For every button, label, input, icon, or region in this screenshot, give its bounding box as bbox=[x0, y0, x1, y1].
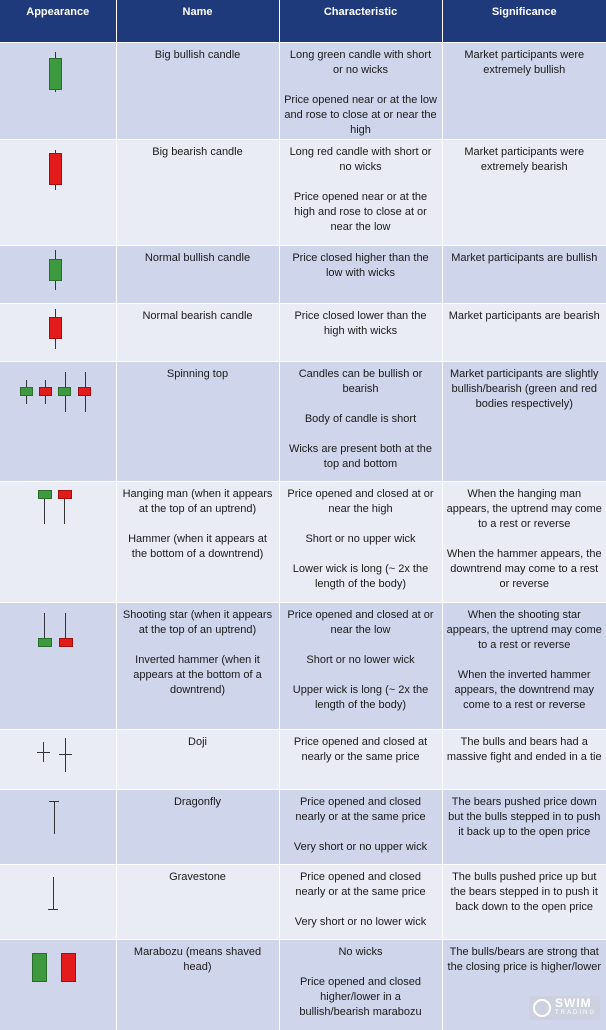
characteristic-cell bbox=[279, 940, 442, 1030]
normal-bullish-candle bbox=[49, 259, 62, 281]
table-row bbox=[0, 730, 606, 790]
header-row bbox=[0, 0, 606, 43]
header-significance: Significance bbox=[442, 0, 606, 43]
characteristic-cell bbox=[279, 790, 442, 865]
characteristic-text: Short or no upper wick bbox=[305, 533, 416, 545]
significance-text: The bulls/bears are strong that the closing price is higher/lower bbox=[447, 946, 601, 973]
name-text: Marabozu (means shaved head) bbox=[133, 946, 262, 973]
name-cell bbox=[116, 730, 279, 790]
big-bearish-candle bbox=[49, 153, 62, 185]
significance-cell bbox=[442, 730, 606, 790]
table-row bbox=[0, 940, 606, 1030]
name-text: Hammer (when it appears at the bottom of a downtrend) bbox=[128, 533, 267, 560]
normal-bearish-candle bbox=[49, 317, 62, 339]
inverted-hammer-candle bbox=[59, 638, 73, 647]
significance-text: Market participants are slightly bullish/bearish (green and red bodies respectively) bbox=[449, 368, 599, 410]
characteristic-text: Price closed lower than the high with wicks bbox=[294, 310, 427, 337]
characteristic-text: Price opened near or at the low and rose to close at or near the high bbox=[284, 94, 437, 136]
appearance-cell bbox=[0, 603, 116, 730]
appearance-cell bbox=[0, 940, 116, 1030]
hammer-candle bbox=[58, 490, 72, 499]
significance-cell bbox=[442, 362, 606, 482]
candle-wick bbox=[54, 801, 55, 834]
significance-cell bbox=[442, 43, 606, 140]
name-text: Big bullish candle bbox=[154, 49, 241, 61]
appearance-cell bbox=[0, 865, 116, 940]
name-cell bbox=[116, 865, 279, 940]
characteristic-cell bbox=[279, 362, 442, 482]
spinning-top-candle bbox=[78, 387, 91, 396]
spinning-top-candle bbox=[39, 387, 52, 396]
candle-wick bbox=[53, 877, 54, 909]
name-cell bbox=[116, 940, 279, 1030]
characteristic-text: Price opened and closed nearly or at the same price bbox=[295, 871, 426, 898]
doji-candle bbox=[59, 754, 72, 755]
name-cell bbox=[116, 43, 279, 140]
characteristic-text: Lower wick is long (~ 2x the length of the body) bbox=[292, 563, 429, 590]
characteristic-text: Price closed higher than the low with wicks bbox=[292, 252, 429, 279]
characteristic-text: Long green candle with short or no wicks bbox=[289, 49, 432, 76]
significance-cell bbox=[442, 482, 606, 603]
name-cell bbox=[116, 362, 279, 482]
significance-cell bbox=[442, 304, 606, 362]
significance-text: The bulls pushed price up but the bears stepped in to push it back down to the open price bbox=[450, 871, 598, 913]
significance-text: When the shooting star appears, the uptrend may come to a rest or reverse bbox=[446, 609, 602, 651]
appearance-cell bbox=[0, 140, 116, 246]
characteristic-cell bbox=[279, 140, 442, 246]
name-cell bbox=[116, 790, 279, 865]
table-row bbox=[0, 43, 606, 140]
characteristic-text: Wicks are present both at the top and bottom bbox=[288, 443, 433, 470]
appearance-cell bbox=[0, 482, 116, 603]
doji-candle bbox=[37, 752, 50, 753]
significance-cell bbox=[442, 790, 606, 865]
name-text: Doji bbox=[188, 736, 207, 748]
candle-wick bbox=[65, 738, 66, 772]
characteristic-text: Price opened and closed at or near the low bbox=[287, 609, 434, 636]
name-cell bbox=[116, 246, 279, 304]
characteristic-text: Price opened near or at the high and rose to close at or near the low bbox=[293, 191, 428, 233]
table-row bbox=[0, 603, 606, 730]
marabozu-bearish-candle bbox=[61, 953, 76, 982]
characteristic-cell bbox=[279, 246, 442, 304]
significance-text: When the hanging man appears, the uptrend may come to a rest or reverse bbox=[446, 488, 602, 530]
name-text: Dragonfly bbox=[173, 796, 222, 808]
characteristic-cell bbox=[279, 603, 442, 730]
characteristic-cell bbox=[279, 865, 442, 940]
name-text: Hanging man (when it appears at the top of an uptrend) bbox=[122, 488, 273, 515]
characteristic-text: Price opened and closed at or near the high bbox=[287, 488, 434, 515]
shooting-star-candle bbox=[38, 638, 52, 647]
significance-text: The bears pushed price down but the bulls stepped in to push it back up to the open price bbox=[448, 796, 601, 838]
significance-cell bbox=[442, 865, 606, 940]
characteristic-text: Upper wick is long (~ 2x the length of the body) bbox=[292, 684, 429, 711]
table-row bbox=[0, 482, 606, 603]
header-name: Name bbox=[116, 0, 279, 43]
appearance-cell bbox=[0, 790, 116, 865]
characteristic-cell bbox=[279, 730, 442, 790]
characteristic-cell bbox=[279, 482, 442, 603]
spinning-top-candle bbox=[58, 387, 71, 396]
header-appearance: Appearance bbox=[0, 0, 116, 43]
marabozu-bullish-candle bbox=[32, 953, 47, 982]
spinning-top-candle bbox=[20, 387, 33, 396]
characteristic-text: Candles can be bullish or bearish bbox=[298, 368, 423, 395]
big-bullish-candle bbox=[49, 58, 62, 90]
significance-text: Market participants were extremely bearish bbox=[464, 146, 585, 173]
name-text: Normal bullish candle bbox=[144, 252, 251, 264]
name-text: Big bearish candle bbox=[152, 146, 243, 158]
significance-text: Market participants are bullish bbox=[451, 252, 598, 264]
name-cell bbox=[116, 140, 279, 246]
significance-text: Market participants were extremely bullish bbox=[464, 49, 585, 76]
characteristic-text: Short or no lower wick bbox=[306, 654, 415, 666]
characteristic-text: No wicks bbox=[338, 946, 383, 958]
significance-text: When the hammer appears, the downtrend may come to a rest or reverse bbox=[446, 548, 602, 590]
hanging-man-candle bbox=[38, 490, 52, 499]
significance-text: Market participants are bearish bbox=[448, 310, 600, 322]
logo-sub-text: TRADING bbox=[555, 1010, 596, 1016]
logo-main-text: SWIM bbox=[555, 996, 592, 1010]
table-row bbox=[0, 140, 606, 246]
appearance-cell bbox=[0, 304, 116, 362]
characteristic-text: Very short or no upper wick bbox=[293, 841, 428, 853]
name-cell bbox=[116, 603, 279, 730]
table-row bbox=[0, 362, 606, 482]
name-text: Inverted hammer (when it appears at the bottom of a downtrend) bbox=[133, 654, 262, 696]
significance-text: When the inverted hammer appears, the downtrend may come to a rest or reverse bbox=[454, 669, 594, 711]
gravestone-candle bbox=[48, 909, 58, 910]
characteristic-text: Very short or no lower wick bbox=[294, 916, 427, 928]
swim-trading-logo bbox=[529, 996, 600, 1020]
name-cell bbox=[116, 304, 279, 362]
appearance-cell bbox=[0, 362, 116, 482]
characteristic-text: Body of candle is short bbox=[304, 413, 417, 425]
name-text: Shooting star (when it appears at the top of an uptrend) bbox=[122, 609, 273, 636]
characteristic-cell bbox=[279, 43, 442, 140]
significance-cell bbox=[442, 140, 606, 246]
table-row bbox=[0, 246, 606, 304]
table-row bbox=[0, 790, 606, 865]
characteristic-text: Price opened and closed higher/lower in a bullish/bearish marabozu bbox=[299, 976, 422, 1018]
appearance-cell bbox=[0, 730, 116, 790]
significance-cell bbox=[442, 246, 606, 304]
appearance-cell bbox=[0, 43, 116, 140]
significance-text: The bulls and bears had a massive fight and ended in a tie bbox=[446, 736, 602, 763]
appearance-cell bbox=[0, 246, 116, 304]
header-characteristic: Characteristic bbox=[279, 0, 442, 43]
name-text: Gravestone bbox=[169, 871, 226, 883]
table-row bbox=[0, 304, 606, 362]
name-text: Normal bearish candle bbox=[142, 310, 253, 322]
characteristic-text: Long red candle with short or no wicks bbox=[289, 146, 432, 173]
name-text: Spinning top bbox=[166, 368, 229, 380]
characteristic-cell bbox=[279, 304, 442, 362]
table-row bbox=[0, 865, 606, 940]
logo-icon bbox=[533, 999, 551, 1017]
characteristic-text: Price opened and closed at nearly or the same price bbox=[293, 736, 428, 763]
characteristic-text: Price opened and closed nearly or at the same price bbox=[295, 796, 426, 823]
significance-cell bbox=[442, 603, 606, 730]
name-cell bbox=[116, 482, 279, 603]
